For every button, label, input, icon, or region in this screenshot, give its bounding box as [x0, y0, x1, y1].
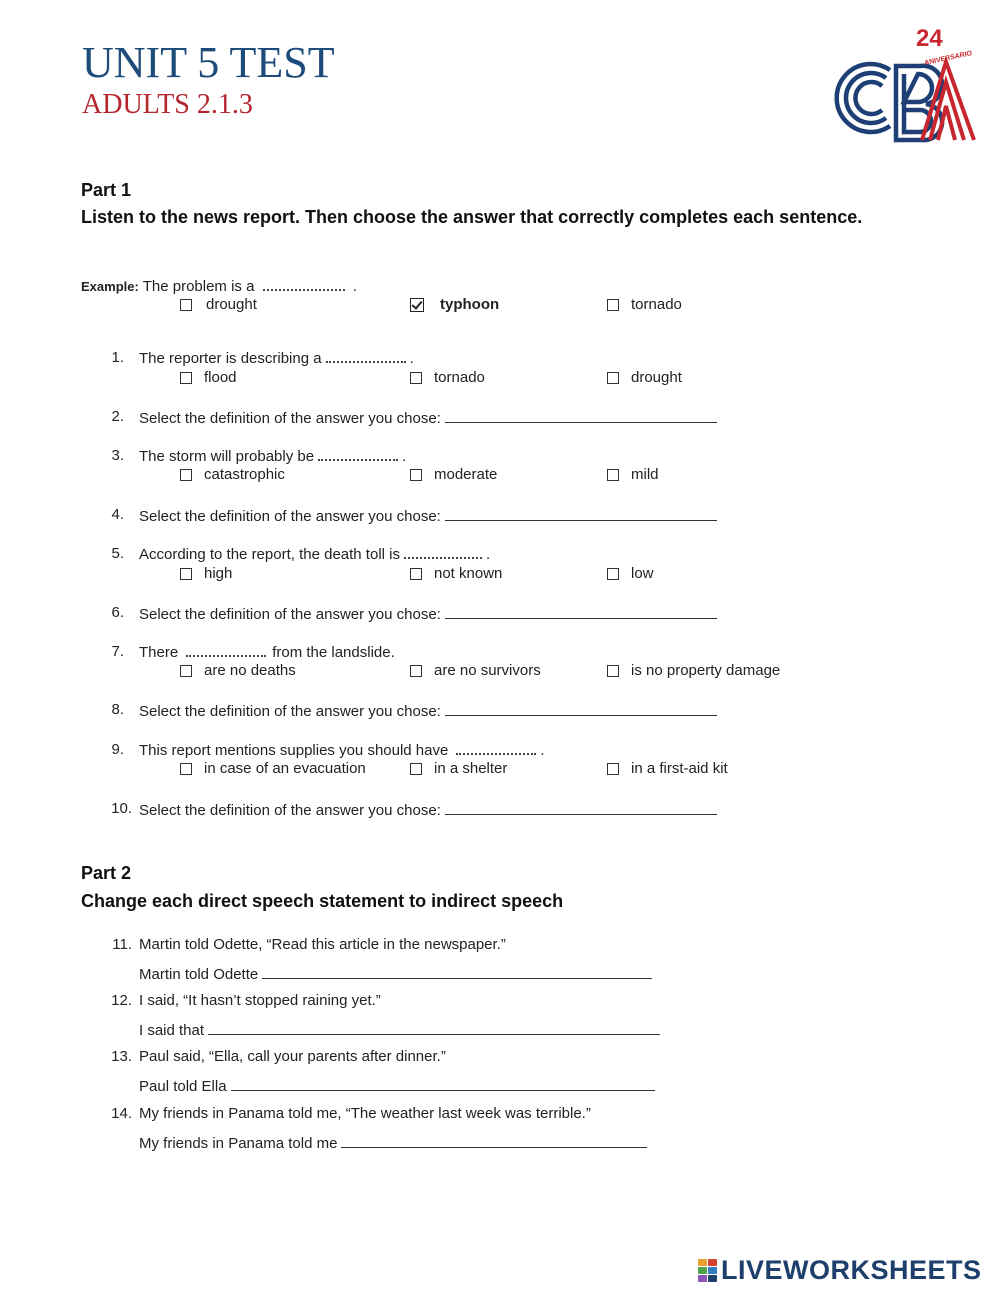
- option-checkbox[interactable]: not known: [410, 565, 502, 583]
- page-title: UNIT 5 TEST: [82, 38, 335, 87]
- cba-logo: [834, 18, 980, 146]
- option-checkbox[interactable]: in case of an evacuation: [180, 760, 366, 778]
- answer-blank[interactable]: [404, 545, 482, 559]
- example-option-1: drought: [180, 296, 257, 314]
- checkbox-icon: [180, 665, 192, 677]
- example-prompt: The problem is a: [142, 278, 255, 295]
- question-4-definition: Select the definition of the answer you chose:: [139, 506, 717, 526]
- option-checkbox[interactable]: moderate: [410, 466, 497, 484]
- checkbox-icon: [410, 469, 422, 481]
- option-checkbox[interactable]: catastrophic: [180, 466, 285, 484]
- liveworksheets-logo: [698, 1255, 982, 1285]
- answer-blank[interactable]: [326, 349, 406, 363]
- indirect-answer: Paul told Ella: [139, 1076, 655, 1096]
- question-number: 5.: [111, 545, 124, 562]
- option-checkbox[interactable]: are no survivors: [410, 662, 541, 680]
- part2-instruction: Change each direct speech statement to indirect speech: [81, 891, 564, 911]
- example-label: Example:: [81, 279, 139, 294]
- question-number: 10.: [111, 800, 132, 817]
- question-number: 6.: [111, 604, 124, 621]
- question-number: 2.: [111, 408, 124, 425]
- logo-badge-number: 24: [916, 25, 943, 52]
- example-blank: [263, 277, 345, 291]
- checkbox-icon: [607, 665, 619, 677]
- question-number: 13.: [111, 1048, 132, 1065]
- question-10-definition: Select the definition of the answer you chose:: [139, 800, 717, 820]
- checkbox-icon: [410, 665, 422, 677]
- indirect-answer: My friends in Panama told me: [139, 1133, 647, 1153]
- option-checkbox[interactable]: flood: [180, 369, 237, 387]
- question-8-definition: Select the definition of the answer you chose:: [139, 701, 717, 721]
- answer-blank[interactable]: [456, 741, 536, 755]
- answer-line[interactable]: [445, 506, 717, 521]
- checkbox-icon: [607, 568, 619, 580]
- option-checkbox[interactable]: drought: [607, 369, 682, 387]
- question-5-sentence: According to the report, the death toll is .: [139, 546, 491, 563]
- direct-statement: Martin told Odette, “Read this article in the newspaper.”: [139, 936, 506, 953]
- indirect-answer: Martin told Odette: [139, 964, 652, 984]
- checkbox-icon: [410, 763, 422, 775]
- direct-statement: My friends in Panama told me, “The weather last week was terrible.”: [139, 1105, 591, 1122]
- checkbox-icon: [410, 568, 422, 580]
- direct-statement: Paul said, “Ella, call your parents after dinner.”: [139, 1048, 446, 1065]
- part1-heading: Part 1: [81, 180, 132, 200]
- question-number: 3.: [111, 447, 124, 464]
- brand-tiles-icon: [698, 1259, 717, 1282]
- question-number: 14.: [111, 1105, 132, 1122]
- answer-line[interactable]: [262, 964, 652, 979]
- question-number: 12.: [111, 992, 132, 1009]
- example-option-2: typhoon: [410, 296, 499, 314]
- checkbox-icon: [180, 299, 192, 311]
- answer-line[interactable]: [445, 408, 717, 423]
- answer-blank[interactable]: [318, 447, 398, 461]
- option-checkbox[interactable]: mild: [607, 466, 659, 484]
- example-sentence: [81, 277, 357, 296]
- answer-blank[interactable]: [186, 643, 266, 657]
- brand-name: LIVEWORKSHEETS: [721, 1254, 982, 1285]
- checkbox-icon: [607, 763, 619, 775]
- option-checkbox[interactable]: in a shelter: [410, 760, 507, 778]
- indirect-answer: I said that: [139, 1020, 660, 1040]
- checkbox-icon: [410, 372, 422, 384]
- question-6-definition: Select the definition of the answer you chose:: [139, 604, 717, 624]
- logo-badge-word: ANIVERSARIO: [923, 50, 973, 68]
- answer-line[interactable]: [445, 800, 717, 815]
- option-checkbox[interactable]: low: [607, 565, 654, 583]
- option-checkbox[interactable]: is no property damage: [607, 662, 780, 680]
- question-7-sentence: There from the landslide.: [139, 644, 395, 661]
- question-number: 9.: [111, 741, 124, 758]
- checkbox-icon: [180, 469, 192, 481]
- question-number: 11.: [112, 936, 132, 953]
- checkbox-icon: [607, 372, 619, 384]
- checkbox-icon: [180, 568, 192, 580]
- checkbox-icon: [607, 469, 619, 481]
- answer-line[interactable]: [445, 604, 717, 619]
- option-checkbox[interactable]: tornado: [410, 369, 485, 387]
- option-checkbox[interactable]: are no deaths: [180, 662, 296, 680]
- question-3-sentence: The storm will probably be .: [139, 448, 407, 465]
- answer-line[interactable]: [341, 1133, 647, 1148]
- page-subtitle: ADULTS 2.1.3: [82, 89, 253, 120]
- question-number: 4.: [111, 506, 124, 523]
- example-end: .: [352, 278, 357, 295]
- answer-line[interactable]: [208, 1020, 660, 1035]
- direct-statement: I said, “It hasn’t stopped raining yet.”: [139, 992, 381, 1009]
- answer-line[interactable]: [445, 701, 717, 716]
- option-checkbox[interactable]: high: [180, 565, 232, 583]
- part1-instruction: Listen to the news report. Then choose the answer that correctly completes each sentence.: [81, 207, 863, 227]
- part2-heading: Part 2: [81, 863, 132, 883]
- checkbox-icon: [180, 372, 192, 384]
- checkbox-icon: [607, 299, 619, 311]
- question-number: 1.: [111, 349, 124, 366]
- checked-checkbox-icon: [410, 298, 424, 312]
- example-option-3: tornado: [607, 296, 682, 314]
- checkbox-icon: [180, 763, 192, 775]
- question-1-sentence: The reporter is describing a .: [139, 350, 414, 367]
- option-checkbox[interactable]: in a first-aid kit: [607, 760, 728, 778]
- question-2-definition: Select the definition of the answer you chose:: [139, 408, 717, 428]
- question-number: 7.: [111, 643, 124, 660]
- question-number: 8.: [111, 701, 124, 718]
- question-9-sentence: This report mentions supplies you should have .: [139, 742, 545, 759]
- answer-line[interactable]: [231, 1076, 655, 1091]
